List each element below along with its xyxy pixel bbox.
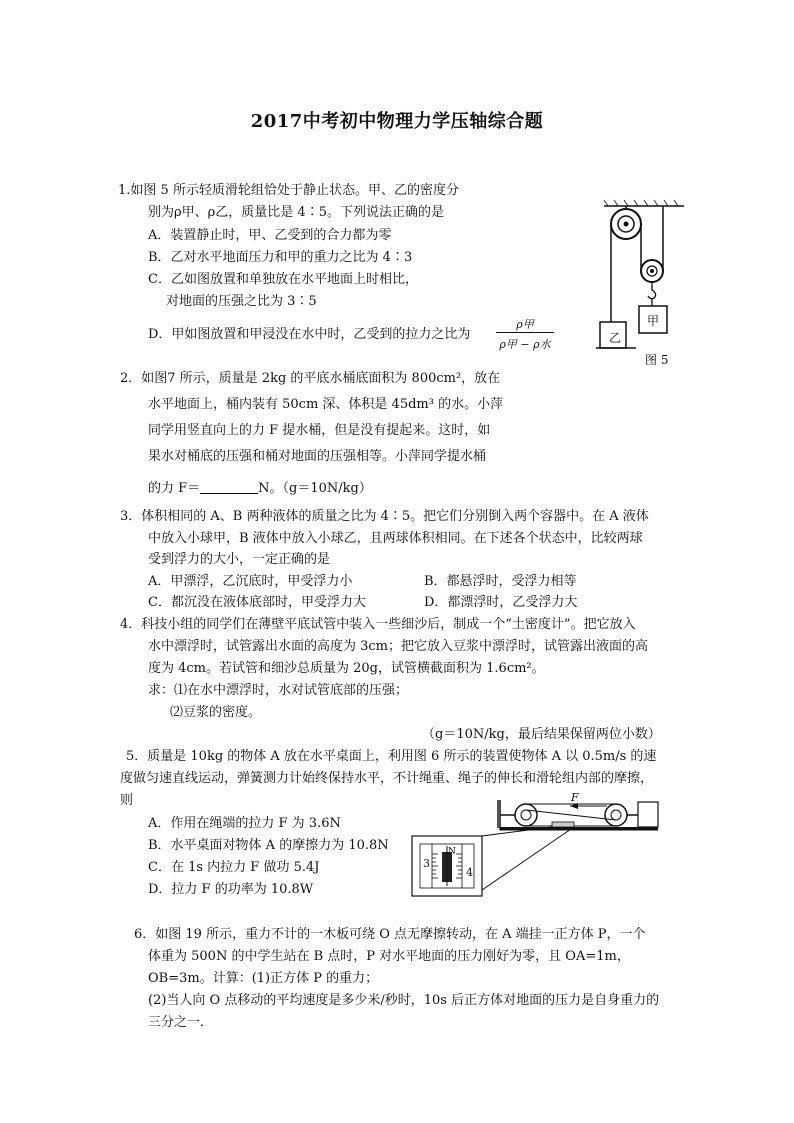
q5-option-a: A．作用在绳端的拉力 F 为 3.6N bbox=[148, 816, 341, 831]
q4-line4: 求：⑴在水中漂浮时，水对试管底部的压强； bbox=[148, 683, 409, 698]
q6-line1: 6．如图 19 所示，重力不计的一木板可绕 O 点无摩擦转动，在 A 端挂一正方体 P，一个 bbox=[134, 927, 646, 942]
q3-option-d: D．都漂浮时，乙受浮力大 bbox=[424, 595, 578, 610]
q2-line1: 2．如图7 所示，质量是 2kg 的平底水桶底面积为 800cm²，放在 bbox=[120, 371, 501, 386]
scale-tick-3: 3 bbox=[423, 857, 430, 870]
q2-line5 bbox=[148, 480, 372, 497]
figure-6-pulley-apparatus bbox=[402, 794, 664, 900]
scale-unit-label: N bbox=[448, 847, 456, 857]
fraction-bar bbox=[496, 332, 554, 333]
q3-option-c: C．都沉没在液体底部时，甲受浮力大 bbox=[148, 595, 366, 610]
q1-fraction-denominator: ρ甲 − ρ水 bbox=[499, 338, 551, 351]
q3-option-a: A．甲漂浮，乙沉底时，甲受浮力小 bbox=[148, 574, 353, 589]
scale-tick-4: 4 bbox=[466, 866, 473, 879]
q1-option-c-line1: C．乙如图放置和单独放在水平地面上时相比， bbox=[148, 272, 418, 287]
q1-option-d: D．甲如图放置和甲浸没在水中时，乙受到的拉力之比为 bbox=[148, 327, 471, 342]
q2-line5-suffix: N。（g＝10N/kg） bbox=[258, 481, 372, 496]
q5-option-c: C．在 1s 内拉力 F 做功 5.4J bbox=[148, 860, 320, 875]
q5-line3: 则 bbox=[120, 793, 134, 808]
page-title: 2017中考初中物理力学压轴综合题 bbox=[250, 111, 544, 132]
q2-line3: 同学用竖直向上的力 F 提水桶，但是没有提起来。这时，如 bbox=[148, 423, 491, 438]
q6-line3: OB=3m。计算：(1)正方体 P 的重力； bbox=[148, 971, 379, 986]
q5-option-b: B．水平桌面对物体 A 的摩擦力为 10.8N bbox=[148, 838, 389, 853]
label-yi: 乙 bbox=[609, 331, 622, 345]
q1-option-a: A．装置静止时，甲、乙受到的合力都为零 bbox=[148, 228, 392, 243]
q1-fraction-numerator: ρ甲 bbox=[516, 318, 534, 331]
q3-option-b: B．都悬浮时，受浮力相等 bbox=[424, 574, 577, 589]
figure-5-pulley-diagram bbox=[596, 196, 688, 374]
q1-stem-line1: 1.如图 5 所示轻质滑轮组恰处于静止状态。甲、乙的密度分 bbox=[118, 183, 459, 198]
q5-line1: 5．质量是 10kg 的物体 A 放在水平桌面上，利用图 6 所示的装置使物体 A 以 0.5m/s 的速 bbox=[126, 749, 657, 764]
q6-line5: 三分之一． bbox=[148, 1015, 214, 1030]
q3-line2: 中放入小球甲，B 液体中放入小球乙，且两球体积相同。在下述各个状态中，比较两球 bbox=[148, 531, 643, 546]
label-force-f: F bbox=[571, 791, 579, 804]
q4-note: （g＝10N/kg，最后结果保留两位小数） bbox=[422, 727, 661, 742]
q4-line5: ⑵豆浆的密度。 bbox=[170, 705, 262, 720]
figure-5-caption: 图 5 bbox=[645, 353, 669, 367]
q4-line1: 4．科技小组的同学们在薄壁平底试管中装入一些细沙后，制成一个“土密度计”。把它放入 bbox=[120, 617, 636, 632]
q1-stem-line2: 别为ρ甲、ρ乙，质量比是 4∶5。下列说法正确的是 bbox=[148, 205, 444, 220]
q2-line2: 水平地面上，桶内装有 50cm 深、体积是 45dm³ 的水。小萍 bbox=[148, 397, 504, 412]
q1-option-c-line2: 对地面的压强之比为 3∶5 bbox=[166, 294, 317, 309]
label-jia: 甲 bbox=[647, 314, 660, 328]
q6-line2: 体重为 500N 的中学生站在 B 点时，P 对水平地面的压力刚好为零，且 OA=1m， bbox=[148, 949, 630, 964]
q2-line5-prefix: 的力 F＝ bbox=[148, 481, 201, 496]
q4-line2: 水中漂浮时，试管露出水面的高度为 3cm；把它放入豆浆中漂浮时，试管露出液面的高 bbox=[148, 639, 649, 654]
q5-line2: 度做匀速直线运动，弹簧测力计始终保持水平，不计绳重、绳子的伸长和滑轮组内部的摩擦， bbox=[120, 771, 654, 786]
q4-line3: 度为 4cm。若试管和细沙总质量为 20g，试管横截面积为 1.6cm²。 bbox=[148, 661, 545, 676]
q5-option-d: D．拉力 F 的功率为 10.8W bbox=[148, 882, 314, 897]
answer-blank bbox=[200, 481, 258, 494]
q3-line1: 3．体积相同的 A、B 两种液体的质量之比为 4∶5。把它们分别倒入两个容器中。在 A 液体 bbox=[120, 509, 649, 524]
q3-line3: 受到浮力的大小，一定正确的是 bbox=[148, 552, 331, 567]
q1-option-b: B．乙对水平地面压力和甲的重力之比为 4∶3 bbox=[148, 250, 413, 265]
q6-line4: (2)当人向 O 点移动的平均速度是多少米/秒时，10s 后正方体对地面的压力是自身重力的 bbox=[148, 993, 660, 1008]
q2-line4: 果水对桶底的压强和桶对地面的压强相等。小萍同学提水桶 bbox=[148, 449, 487, 464]
